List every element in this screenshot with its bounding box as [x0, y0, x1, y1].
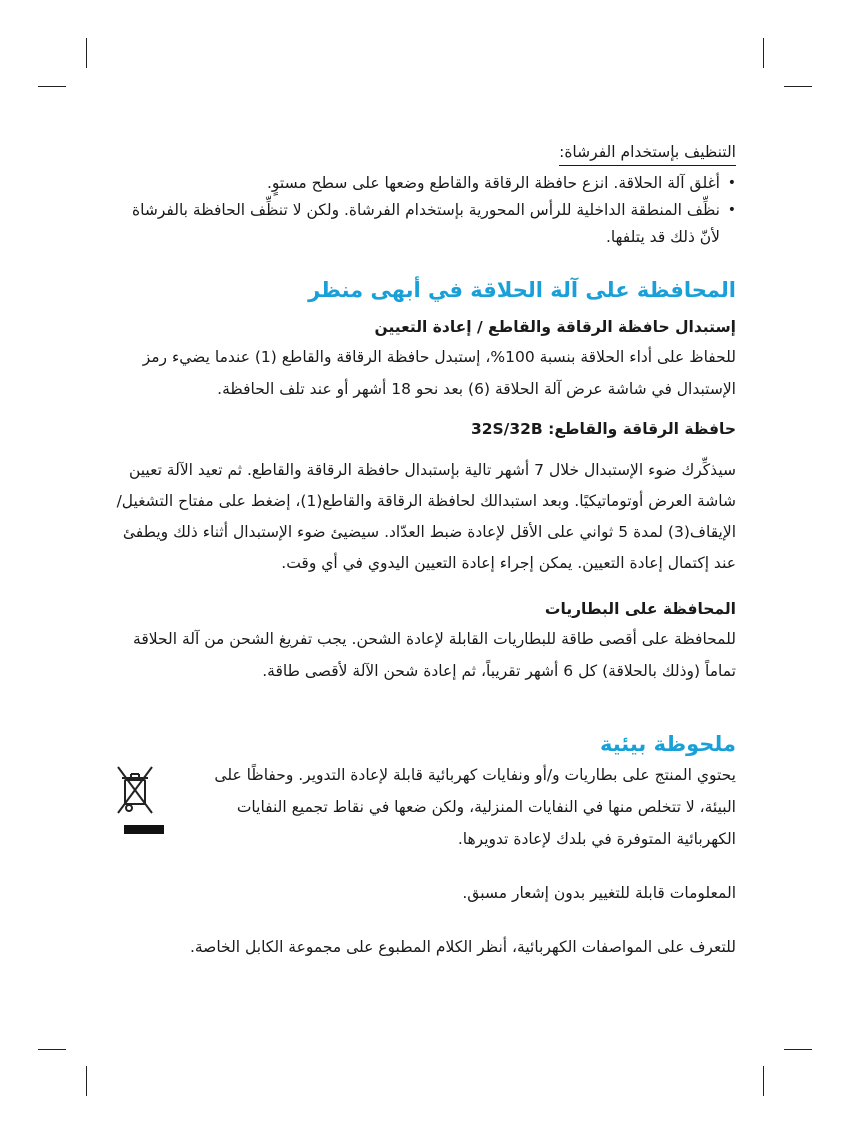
crossed-out-wheelie-bin-icon	[104, 763, 164, 821]
weee-symbol	[102, 763, 164, 834]
crop-mark-bottom-left-vertical	[86, 1066, 87, 1096]
environment-section	[112, 759, 736, 855]
replace-heading: إستبدال حافظة الرقاقة والقاطع / إعادة التعيين	[374, 318, 736, 336]
replace-text: للحفاظ على أداء الحلاقة بنسبة 100%، إستبدل حافظة الرقاقة والقاطع (1) عندما يضيء رمز الإستبدال في شاشة عرض آلة الحلاقة (6) بعد نحو 18 أشهر أو عند تلف الحافظة.	[142, 348, 736, 398]
cleaning-bullet-list	[112, 170, 736, 251]
crop-mark-bottom-left-horizontal	[38, 1049, 66, 1050]
change-notice: المعلومات قابلة للتغيير بدون إشعار مسبق.	[462, 884, 736, 902]
list-item: • أغلق آلة الحلاقة. انزع حافظة الرقاقة والقاطع وضعها على سطح مستوٍ.	[112, 170, 736, 197]
bullet-icon: •	[727, 175, 736, 191]
list-item: • نظِّف المنطقة الداخلية للرأس المحورية بإستخدام الفرشاة. ولكن لا تنظِّف الحافظة بالفرشاة لأنّ ذلك قد يتلفها.	[112, 197, 736, 251]
electrical-specs-note: للتعرف على المواصفات الكهربائية، أنظر الكلام المطبوع على مجموعة الكابل الخاصة.	[189, 938, 736, 956]
crop-mark-bottom-right-vertical	[763, 1066, 764, 1096]
cleaning-section	[112, 140, 736, 251]
environment-text: يحتوي المنتج على بطاريات و/أو ونفايات كهربائية قابلة لإعادة التدوير. وحفاظًا على البيئة، لا تتخلص منها في النفايات المنزلية، ولكن ضعها في نقاط تجميع النفايات الكهربائية المتوفرة في بلدك لإعادة تدويرها.	[214, 766, 736, 848]
model-text: سيذكِّرك ضوء الإستبدال خلال 7 أشهر تالية بإستبدال حافظة الرقاقة والقاطع. ثم تعيد الآلة تعيين شاشة العرض أوتوماتيكيًا. وبعد استبدالك لحافظة الرقاقة والقاطع(1)، إضغط على مفتاح التشغيل/ الإيقاف(3) لمدة 5 ثواني على الأقل لإعادة ضبط العدّاد. سيضيئ ضوء الإستبدال أثناء ذلك ويطفئ عند إكتمال إعادة التعيين. يمكن إجراء إعادة التعيين اليدوي في أي وقت.	[116, 461, 736, 572]
model-heading: حافظة الرقاقة والقاطع: 32S/32B	[470, 420, 736, 438]
cleaning-heading: التنظيف بإستخدام الفرشاة:	[559, 140, 736, 166]
bullet-icon: •	[727, 202, 736, 218]
crop-mark-top-left-vertical	[86, 38, 87, 68]
crop-mark-top-right-vertical	[763, 38, 764, 68]
crop-mark-bottom-right-horizontal	[784, 1049, 812, 1050]
weee-bar	[124, 825, 164, 834]
page-content	[112, 140, 736, 963]
environment-title: ملحوظة بيئية	[599, 732, 736, 756]
battery-text: للمحافظة على أقصى طاقة للبطاريات القابلة لإعادة الشحن. يجب تفريغ الشحن من آلة الحلاقة تماماً (وذلك بالحلاقة) كل 6 أشهر تقريباً، ثم إعادة شحن الآلة لأقصى طاقة.	[133, 630, 736, 680]
crop-mark-top-left-horizontal	[38, 86, 66, 87]
crop-mark-top-right-horizontal	[784, 86, 812, 87]
maintenance-title: المحافظة على آلة الحلاقة في أبهى منظر	[308, 278, 736, 302]
battery-heading: المحافظة على البطاريات	[544, 600, 736, 618]
